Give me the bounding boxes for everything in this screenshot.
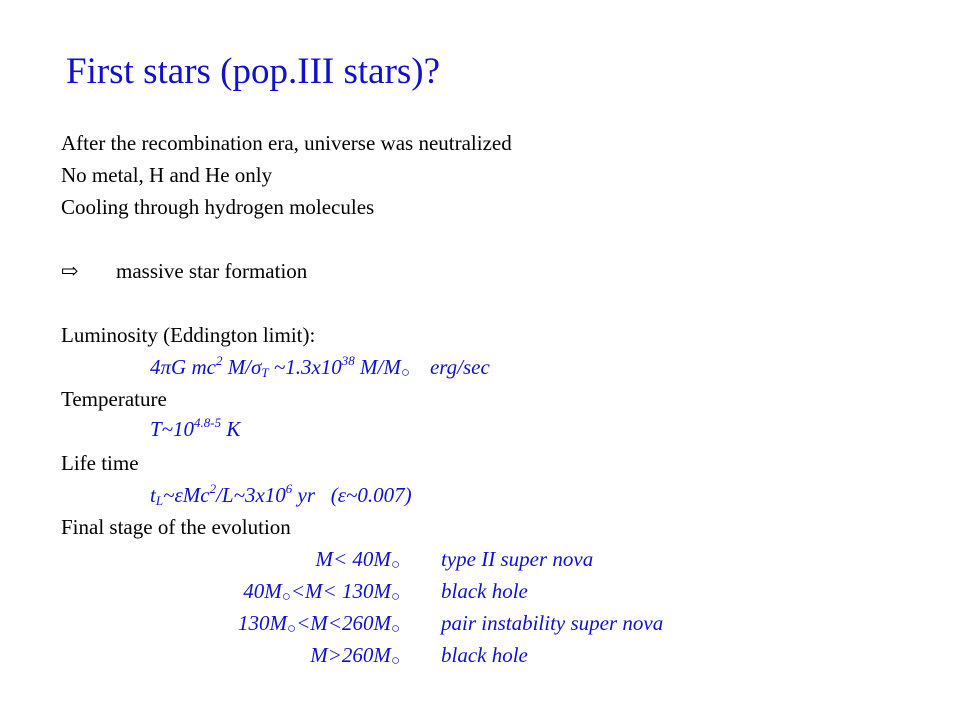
outcome-text: type II super nova [441, 547, 594, 571]
sun-symbol-icon: ○ [390, 653, 400, 669]
intro-line-no-metal: No metal, H and He only [61, 163, 273, 187]
luminosity-heading: Luminosity (Eddington limit): [61, 323, 316, 347]
mass-range: 130M○<M<260M○ [238, 611, 400, 637]
sun-symbol-icon: ○ [390, 621, 400, 637]
conclusion-text: massive star formation [116, 259, 308, 283]
outcome-text: pair instability super nova [441, 611, 664, 635]
lifetime-heading: Life time [61, 451, 139, 475]
mass-range: M< 40M○ [315, 547, 400, 573]
luminosity-unit: erg/sec [429, 355, 490, 379]
luminosity-formula: 4πG $mc^2$ $M/\sigma_T$ $\sim 1.3x10^{38}$ M/M○ erg/sec [150, 353, 490, 381]
intro-line-cooling: Cooling through hydrogen molecules [61, 195, 375, 219]
mass-range: M>260M○ [310, 643, 400, 669]
right-arrow-icon: ⇨ [61, 259, 79, 283]
lifetime-formula: $t_L\sim\varepsilon Mc^2/L\sim 3x10^6$ yr (ε~0.007) [150, 481, 412, 508]
sun-symbol-icon: ○ [281, 589, 291, 605]
sun-symbol-icon: ○ [400, 365, 410, 381]
temperature-heading: Temperature [61, 387, 167, 411]
sun-symbol-icon: ○ [390, 589, 400, 605]
final-stage-heading: Final stage of the evolution [61, 515, 291, 539]
sun-symbol-icon: ○ [390, 557, 400, 573]
mass-range: 40M○<M< 130M○ [243, 579, 400, 605]
intro-line-recombination: After the recombination era, universe was neutralized [61, 131, 512, 155]
temperature-formula: $T\sim 10^{4.8-5}$ K [150, 415, 241, 441]
conclusion-line [61, 256, 307, 286]
sun-symbol-icon: ○ [287, 621, 297, 637]
outcome-text: black hole [441, 579, 528, 603]
outcome-text: black hole [441, 643, 528, 667]
slide-title: First stars (pop.III stars)? [66, 51, 441, 92]
